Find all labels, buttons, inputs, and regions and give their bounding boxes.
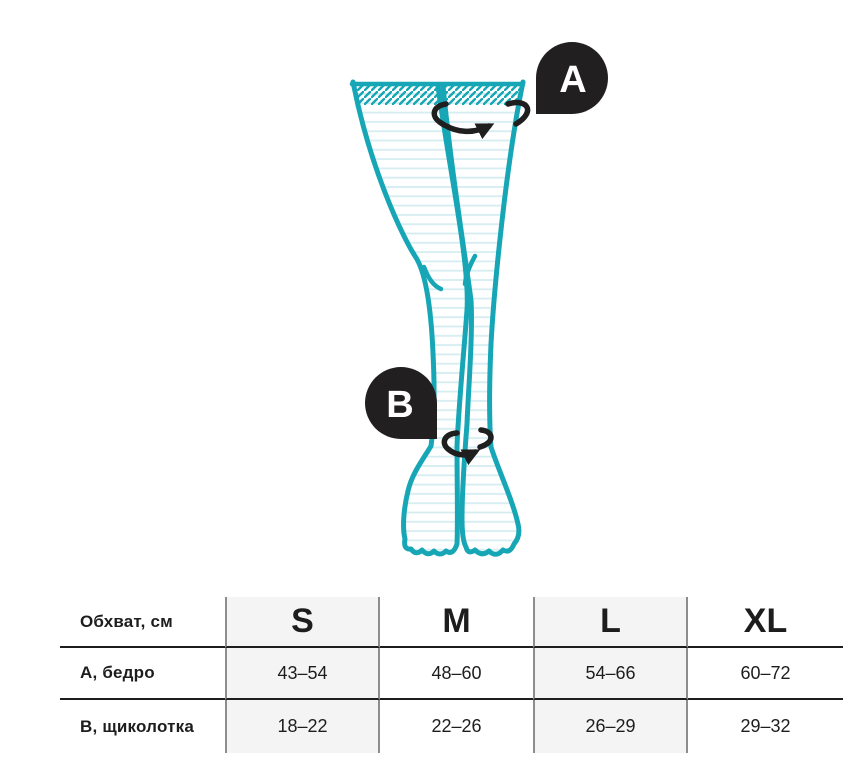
marker-a-label: A xyxy=(559,59,587,101)
size-chart-table xyxy=(60,597,843,753)
size-column-header-m: M xyxy=(380,597,533,648)
size-column-header-l: L xyxy=(533,597,688,648)
measure-column-header: Обхват, см xyxy=(60,597,225,648)
thigh-cut-hatch xyxy=(351,84,524,105)
row-label-thigh: А, бедро xyxy=(60,648,225,700)
thigh-value-l: 54–66 xyxy=(533,648,688,700)
size-column-header-s: S xyxy=(225,597,380,648)
marker-b-badge xyxy=(365,367,437,439)
ankle-value-l: 26–29 xyxy=(533,700,688,753)
size-column-header-xl: XL xyxy=(688,597,843,648)
thigh-value-s: 43–54 xyxy=(225,648,380,700)
thigh-value-xl: 60–72 xyxy=(688,648,843,700)
marker-a-badge xyxy=(536,42,608,114)
ankle-value-m: 22–26 xyxy=(431,716,482,736)
marker-b-label: B xyxy=(386,384,414,426)
ankle-value-s: 18–22 xyxy=(225,700,380,753)
thigh-value-m: 48–60 xyxy=(380,648,533,700)
ankle-value-xl: 29–32 xyxy=(740,716,791,736)
row-label-ankle: В, щиколотка xyxy=(80,716,194,736)
